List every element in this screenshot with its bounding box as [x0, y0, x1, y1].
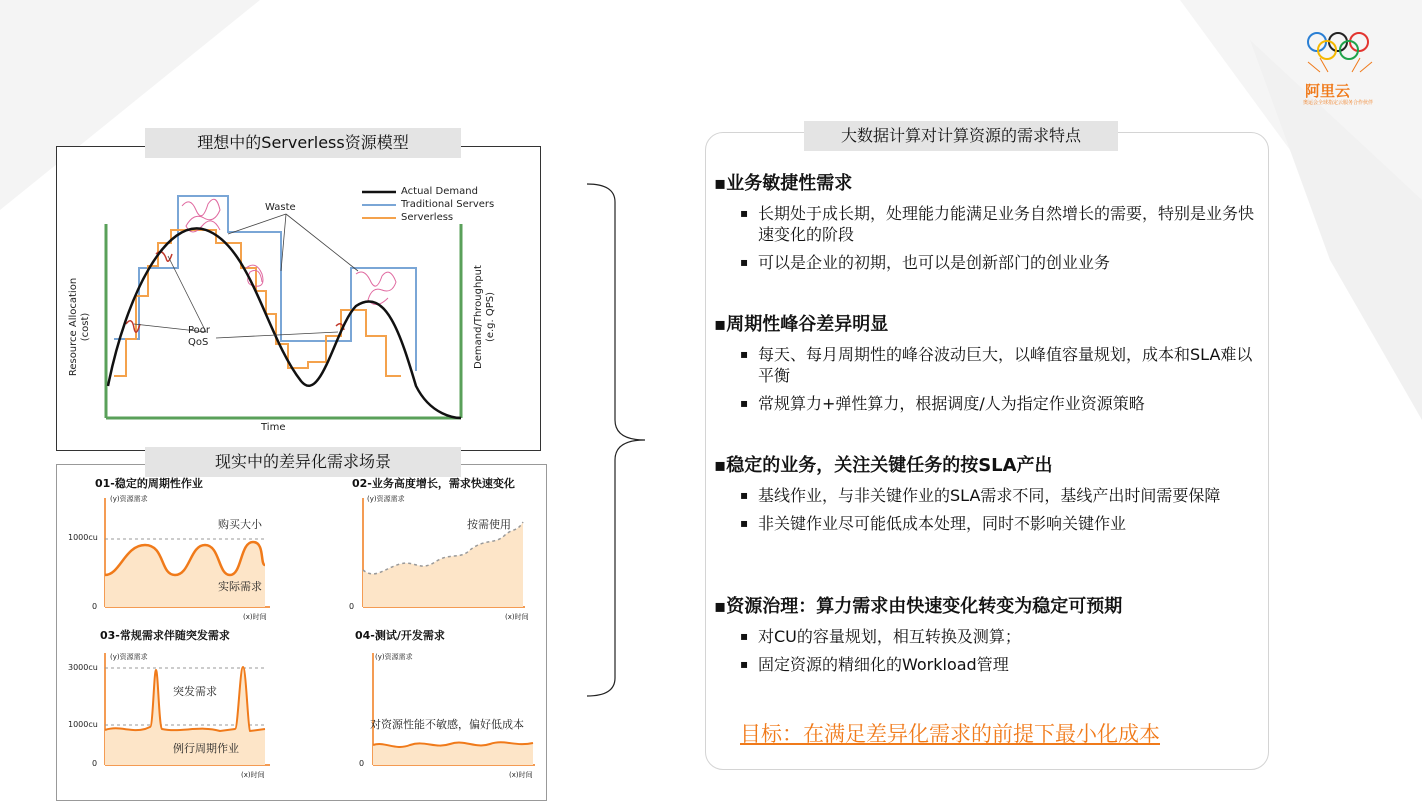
x-axis-label: Time [261, 422, 286, 433]
section-stable-bullet-1: ▪ 基线作业，与非关键作业的SLA需求不同，基线产出时间需要保障 [714, 485, 1264, 506]
s3-level-high: 3000cu [68, 663, 98, 672]
legend-serverless: Serverless [401, 212, 454, 223]
y-axis-left-label [68, 267, 92, 387]
section-periodic-head: ▪周期性峰谷差异明显 [714, 314, 889, 335]
section-governance-bullet-2: ▪ 固定资源的精细化的Workload管理 [714, 654, 1264, 675]
poor-qos-label-1: Poor [188, 325, 211, 336]
section-governance-bullet-1: ▪ 对CU的容量规划，相互转换及测算； [714, 626, 1264, 647]
s3-level-low: 1000cu [68, 720, 98, 729]
aliyun-logo: 阿里云 [1305, 82, 1351, 100]
scenario4-chart [355, 645, 540, 775]
section-stable [714, 454, 1264, 534]
section-periodic [714, 313, 1264, 414]
s1-zero: 0 [92, 602, 98, 611]
section-agility-bullet-2: ▪ 可以是企业的初期，也可以是创新部门的创业业务 [714, 252, 1264, 273]
s1-label-top: 购买大小 [218, 518, 262, 531]
s2-label: 按需使用 [467, 518, 511, 531]
s3-label-top: 突发需求 [173, 685, 217, 698]
s4-zero: 0 [359, 759, 365, 768]
traditional-servers-line [114, 196, 416, 371]
scenario4-title: 04-测试/开发需求 [355, 629, 445, 642]
s4-xlabel: (x)时间 [509, 771, 533, 779]
poor-qos-label-2: QoS [188, 337, 209, 348]
y-right-line1: Demand/Throughput [473, 265, 484, 369]
s1-label-bottom: 实际需求 [218, 580, 262, 593]
s4-ylabel: (y)资源需求 [375, 653, 413, 661]
scenario2-chart [345, 490, 535, 620]
s1-ylabel: (y)资源需求 [110, 495, 148, 503]
section-governance-head: ▪资源治理：算力需求由快速变化转变为稳定可预期 [714, 596, 1123, 617]
scenarios-title: 现实中的差异化需求场景 [145, 447, 461, 477]
s1-level: 1000cu [68, 533, 98, 542]
section-stable-head: ▪稳定的业务，关注关键任务的按SLA产出 [714, 455, 1053, 476]
scenario1-title: 01-稳定的周期性作业 [95, 477, 203, 490]
scenario3-title: 03-常规需求伴随突发需求 [100, 629, 230, 642]
legend-actual: Actual Demand [401, 186, 478, 197]
s3-label-bottom: 例行周期作业 [173, 742, 239, 755]
waste-label: Waste [265, 202, 296, 213]
goal-statement: 目标：在满足差异化需求的前提下最小化成本 [740, 722, 1160, 746]
actual-demand-curve [108, 228, 461, 418]
s3-zero: 0 [92, 759, 98, 768]
logo-tagline: 奥运会全球指定云服务合作伙伴 [1303, 100, 1374, 106]
scenario2-title: 02-业务高度增长，需求快速变化 [352, 477, 515, 490]
section-stable-bullet-2: ▪ 非关键作业尽可能低成本处理，同时不影响关键作业 [714, 513, 1264, 534]
y-left-line1: Resource Allocation [68, 277, 79, 377]
section-agility [714, 172, 1264, 273]
ideal-model-title: 理想中的Serverless资源模型 [145, 128, 461, 158]
s2-ylabel: (y)资源需求 [367, 495, 405, 503]
s2-zero: 0 [349, 602, 355, 611]
section-agility-head: ▪业务敏捷性需求 [714, 173, 853, 194]
y-left-line2: (cost) [80, 312, 91, 342]
s3-ylabel: (y)资源需求 [110, 653, 148, 661]
section-periodic-bullet-1: ▪ 每天、每月周期性的峰谷波动巨大，以峰值容量规划，成本和SLA难以平衡 [714, 344, 1264, 386]
s2-xlabel: (x)时间 [505, 613, 529, 621]
legend-traditional: Traditional Servers [401, 199, 495, 210]
brace-connector [585, 182, 655, 702]
s3-xlabel: (x)时间 [241, 771, 265, 779]
section-agility-bullet-1: ▪ 长期处于成长期，处理能力能满足业务自然增长的需要，特别是业务快速变化的阶段 [714, 203, 1264, 245]
s4-label: 对资源性能不敏感，偏好低成本 [370, 718, 524, 731]
s1-xlabel: (x)时间 [243, 613, 267, 621]
section-governance [714, 595, 1264, 675]
y-axis-right-label [473, 252, 497, 382]
requirements-title: 大数据计算对计算资源的需求特点 [804, 121, 1118, 151]
scenario1-chart [60, 490, 280, 620]
serverless-line [114, 230, 401, 376]
section-periodic-bullet-2: ▪ 常规算力+弹性算力，根据调度/人为指定作业资源策略 [714, 393, 1264, 414]
waste-scribble [182, 199, 396, 304]
y-right-line2: (e.g. QPS) [485, 291, 496, 343]
